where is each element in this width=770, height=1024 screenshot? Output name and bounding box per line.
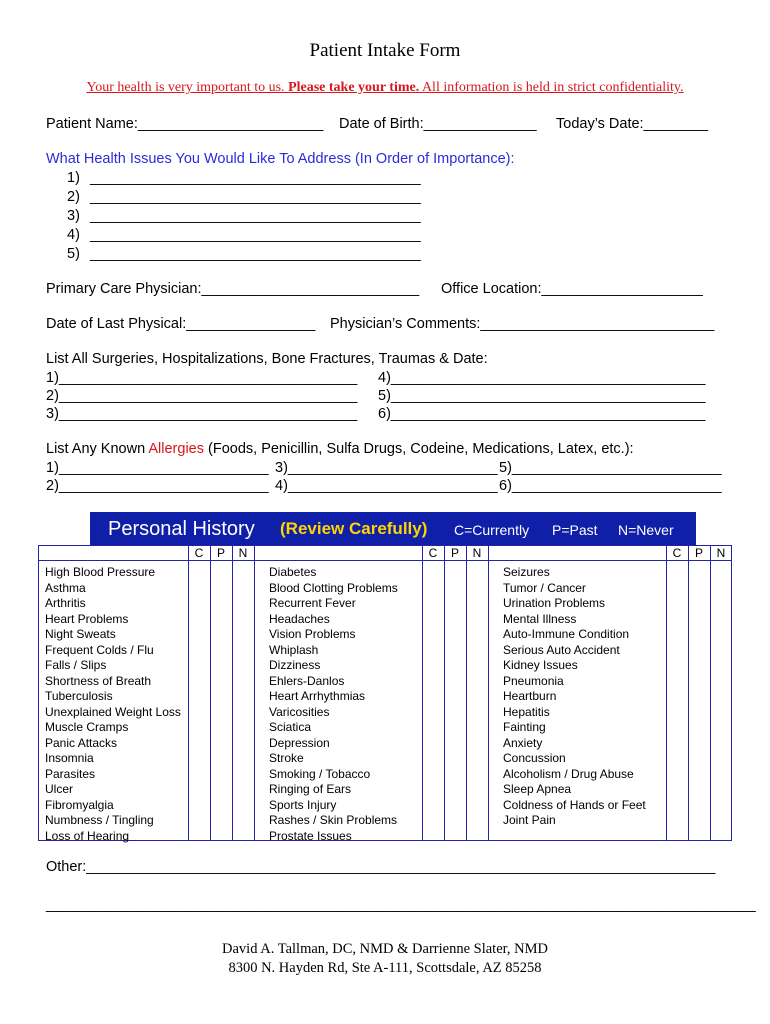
condition-item: Panic Attacks [45, 735, 118, 750]
condition-item: Urination Problems [503, 596, 606, 610]
surgery-field-6[interactable]: 6)_______________________________________ [378, 406, 706, 422]
patient-name-field[interactable]: Patient Name:_______________________ [46, 116, 324, 132]
condition-item: Sports Injury [269, 797, 337, 812]
allergy-field-6[interactable]: 6)__________________________ [499, 478, 722, 494]
condition-item: Recurrent Fever [269, 596, 356, 610]
condition-item: Shortness of Breath [45, 673, 152, 688]
surgery-field-4[interactable]: 4)_______________________________________ [378, 370, 706, 386]
todays-date-field[interactable]: Today’s Date:________ [556, 116, 709, 132]
cpn-header: C [194, 546, 204, 560]
condition-item: Tumor / Cancer [503, 580, 586, 595]
health-issue-field[interactable]: _________________________________________ [90, 227, 421, 243]
health-issue-number: 3) [67, 208, 80, 224]
condition-item: Sleep Apnea [503, 782, 572, 796]
review-carefully-label: (Review Carefully) [280, 519, 428, 538]
condition-item: Tuberculosis [45, 689, 113, 703]
allergy-field-5[interactable]: 5)__________________________ [499, 460, 722, 476]
office-location-field[interactable]: Office Location:____________________ [441, 281, 703, 297]
condition-item: Night Sweats [45, 627, 116, 641]
surgery-field-1[interactable]: 1)_____________________________________ [46, 370, 358, 386]
condition-item: Anxiety [503, 735, 543, 750]
history-column-2 [269, 565, 398, 844]
personal-history-table [38, 545, 732, 841]
condition-item: Insomnia [45, 751, 94, 765]
health-issue-number: 1) [67, 170, 80, 186]
condition-item: Loss of Hearing [45, 828, 130, 843]
key-never: N=Never [618, 522, 674, 538]
form-title: Patient Intake Form [309, 40, 461, 61]
condition-item: Asthma [45, 580, 86, 595]
condition-item: Heartburn [503, 689, 557, 703]
condition-item: Stroke [269, 751, 304, 765]
cpn-header: P [216, 546, 225, 560]
allergies-heading-pre: List Any Known [46, 441, 149, 457]
footer-doctors: David A. Tallman, DC, NMD & Darrienne Slater, NMD [222, 941, 548, 957]
condition-item: Seizures [503, 565, 550, 579]
condition-item: Frequent Colds / Flu [45, 642, 154, 657]
condition-item: Mental Illness [503, 611, 577, 626]
cpn-header: P [694, 546, 703, 560]
allergy-field-3[interactable]: 3)__________________________ [275, 460, 498, 476]
health-issues-heading: What Health Issues You Would Like To Address (In Order of Importance): [46, 151, 515, 167]
condition-item: Fainting [503, 720, 546, 734]
history-column-3 [503, 565, 646, 829]
condition-item: Diabetes [269, 565, 317, 579]
health-issue-field[interactable]: _________________________________________ [90, 189, 421, 205]
cpn-header: N [716, 546, 726, 560]
allergy-field-1[interactable]: 1)__________________________ [46, 460, 269, 476]
condition-item: Arthritis [45, 596, 86, 610]
other-field-line-2[interactable]: ________________________________________________________________________________________ [46, 897, 756, 913]
surgery-field-3[interactable]: 3)_____________________________________ [46, 406, 358, 422]
key-past: P=Past [552, 522, 598, 538]
condition-item: Ringing of Ears [269, 782, 352, 796]
condition-item: Joint Pain [503, 813, 556, 827]
health-issue-field[interactable]: _________________________________________ [90, 208, 421, 224]
cpn-header: N [238, 546, 248, 560]
health-issue-field[interactable]: _________________________________________ [90, 246, 421, 262]
condition-item: Headaches [269, 611, 330, 626]
date-of-birth-field[interactable]: Date of Birth:______________ [339, 116, 537, 132]
condition-item: Numbness / Tingling [45, 813, 154, 827]
condition-item: Pneumonia [503, 673, 564, 688]
condition-item: Dizziness [269, 658, 321, 672]
condition-item: Varicosities [269, 704, 330, 719]
allergy-field-2[interactable]: 2)__________________________ [46, 478, 269, 494]
health-issue-field[interactable]: _________________________________________ [90, 170, 421, 186]
condition-item: Rashes / Skin Problems [269, 813, 398, 827]
history-column-1 [45, 565, 181, 844]
condition-item: Concussion [503, 751, 566, 765]
confidentiality-part-3: All information is held in strict confidentiality. [419, 80, 684, 95]
primary-care-physician-field[interactable]: Primary Care Physician:___________________________ [46, 281, 420, 297]
condition-item: Heart Arrhythmias [269, 689, 366, 703]
condition-item: Ehlers-Danlos [269, 673, 345, 688]
surgery-field-5[interactable]: 5)_______________________________________ [378, 388, 706, 404]
personal-history-title: Personal History [108, 518, 255, 540]
condition-item: Vision Problems [269, 627, 356, 641]
condition-item: Ulcer [45, 782, 74, 796]
condition-item: Hepatitis [503, 704, 550, 719]
allergies-heading-red: Allergies [148, 441, 204, 457]
condition-item: Coldness of Hands or Feet [503, 797, 646, 812]
health-issue-number: 5) [67, 246, 80, 262]
condition-item: Depression [269, 735, 330, 750]
condition-item: Prostate Issues [269, 828, 352, 843]
allergy-field-4[interactable]: 4)__________________________ [275, 478, 498, 494]
surgeries-heading: List All Surgeries, Hospitalizations, Bone Fractures, Traumas & Date: [46, 351, 488, 367]
footer-address: 8300 N. Hayden Rd, Ste A-111, Scottsdale, AZ 85258 [228, 960, 542, 976]
allergies-heading-post: (Foods, Penicillin, Sulfa Drugs, Codeine, Medications, Latex, etc.): [203, 441, 634, 457]
confidentiality-part-2: Please take your time. [288, 80, 420, 95]
condition-item: Alcoholism / Drug Abuse [503, 766, 634, 781]
condition-item: Serious Auto Accident [503, 642, 620, 657]
cpn-header: N [472, 546, 482, 560]
key-currently: C=Currently [454, 522, 530, 538]
condition-item: Kidney Issues [503, 658, 578, 672]
condition-item: Unexplained Weight Loss [45, 704, 181, 719]
cpn-header: C [428, 546, 438, 560]
condition-item: Falls / Slips [45, 658, 107, 672]
condition-item: Muscle Cramps [45, 720, 129, 734]
condition-item: Smoking / Tobacco [269, 766, 371, 781]
health-issue-number: 4) [67, 227, 80, 243]
allergies-heading [46, 441, 634, 457]
cpn-header: P [450, 546, 459, 560]
condition-item: Fibromyalgia [45, 797, 114, 812]
condition-item: Parasites [45, 766, 96, 781]
condition-item: Whiplash [269, 642, 319, 657]
confidentiality-part-1: Your health is very important to us. [86, 80, 289, 95]
physician-comments-field[interactable]: Physician’s Comments:_____________________________ [330, 316, 715, 332]
cpn-header: C [672, 546, 682, 560]
condition-item: Sciatica [269, 720, 312, 734]
other-field[interactable]: Other:______________________________________________________________________________ [46, 859, 716, 875]
condition-item: High Blood Pressure [45, 565, 156, 579]
personal-history-header [90, 512, 696, 546]
condition-item: Blood Clotting Problems [269, 580, 398, 595]
condition-item: Auto-Immune Condition [503, 627, 630, 641]
confidentiality-note [0, 80, 770, 96]
condition-item: Heart Problems [45, 611, 129, 626]
health-issue-number: 2) [67, 189, 80, 205]
last-physical-field[interactable]: Date of Last Physical:________________ [46, 316, 316, 332]
surgery-field-2[interactable]: 2)_____________________________________ [46, 388, 358, 404]
